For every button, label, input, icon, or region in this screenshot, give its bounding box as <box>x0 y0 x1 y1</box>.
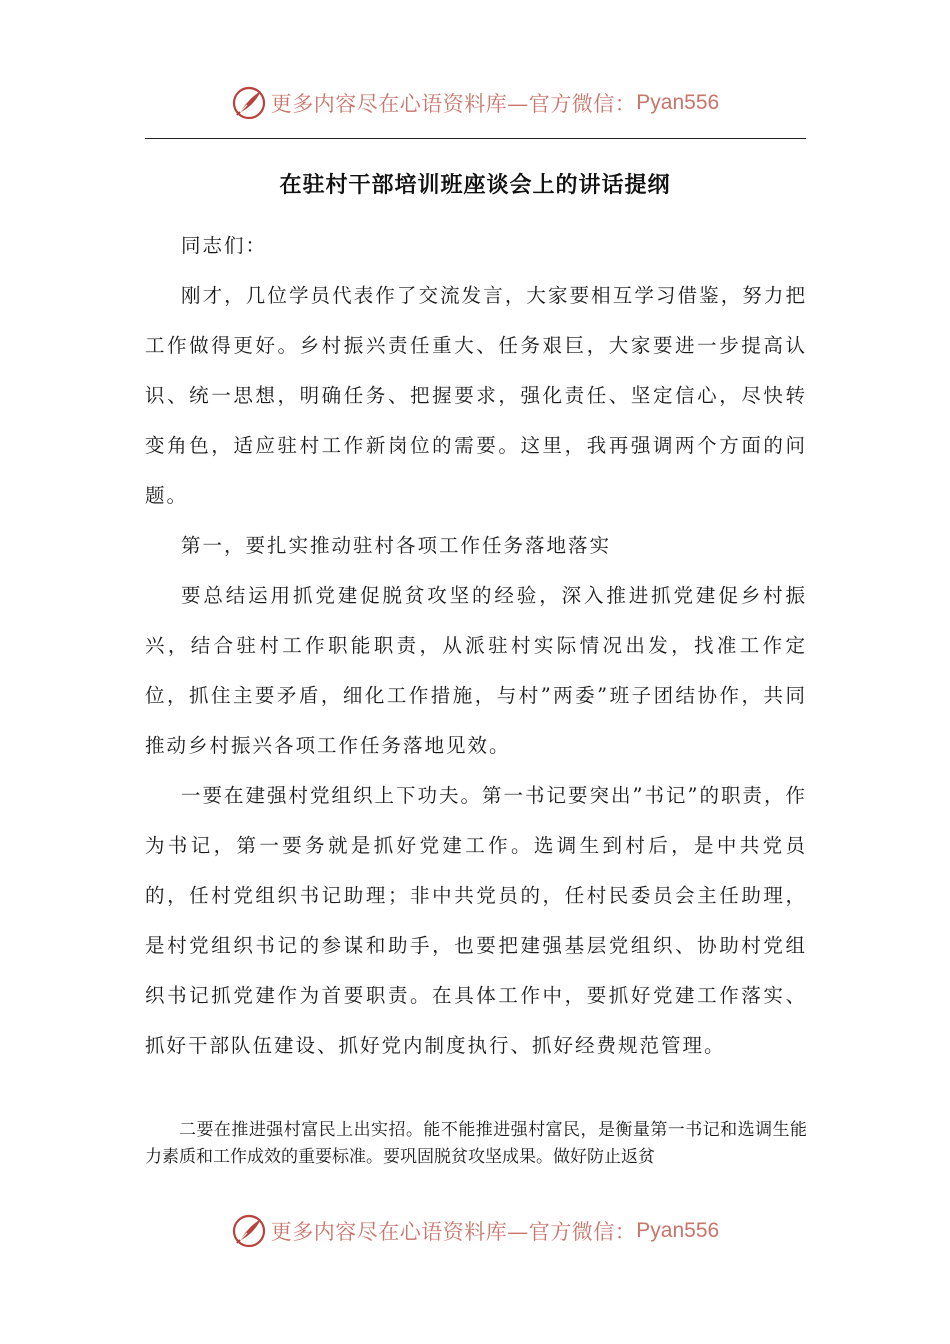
section-heading: 第一，要扎实推动驻村各项工作任务落地落实 <box>181 534 612 557</box>
document-title: 在驻村干部培训班座谈会上的讲话提纲 <box>279 173 671 198</box>
salutation: 同志们： <box>181 234 268 257</box>
paragraph: 要总结运用抓党建促脱贫攻坚的经验，深入推进抓党建促乡村振兴，结合驻村工作职能职责，从派驻村实际情况出发，找准工作定位，抓住主要矛盾，细化工作措施，与村”两委”班子团结协作，共同推动乡村振兴各项工作任务落地见效。 <box>145 584 807 757</box>
paragraph: 一要在建强村党组织上下功夫。第一书记要突出”书记”的职责，作为书记，第一要务就是抓好党建工作。选调生到村后，是中共党员的，任村党组织书记助理；非中共党员的，任村民委员会主任助理，是村党组织书记的参谋和助手，也要把建强基层党组织、协助村党组织书记抓党建作为首要职责。在具体工作中，要抓好党建工作落实、抓好干部队伍建设、抓好党内制度执行、抓好经费规范管理。 <box>145 784 807 1057</box>
footer-banner <box>0 1208 950 1254</box>
quill-logo-icon <box>231 1213 267 1249</box>
document-body <box>145 221 807 1071</box>
banner-wechat-id: Pyan556 <box>636 1219 720 1242</box>
document-body-continued <box>145 1117 807 1171</box>
banner-wechat-id: Pyan556 <box>636 91 720 114</box>
header-rule <box>145 138 806 139</box>
quill-logo-icon <box>231 85 267 121</box>
banner-text: 更多内容尽在心语资料库—官方微信： <box>270 1220 637 1244</box>
banner-text: 更多内容尽在心语资料库—官方微信： <box>270 92 637 116</box>
paragraph: 二要在推进强村富民上出实招。能不能推进强村富民，是衡量第一书记和选调生能力素质和工作成效的重要标准。要巩固脱贫攻坚成果。做好防止返贫 <box>145 1120 807 1167</box>
header-banner <box>0 80 950 126</box>
paragraph: 刚才，几位学员代表作了交流发言，大家要相互学习借鉴，努力把工作做得更好。乡村振兴责任重大、任务艰巨，大家要进一步提高认识、统一思想，明确任务、把握要求，强化责任、坚定信心，尽快转变角色，适应驻村工作新岗位的需要。这里，我再强调两个方面的问题。 <box>145 284 807 507</box>
